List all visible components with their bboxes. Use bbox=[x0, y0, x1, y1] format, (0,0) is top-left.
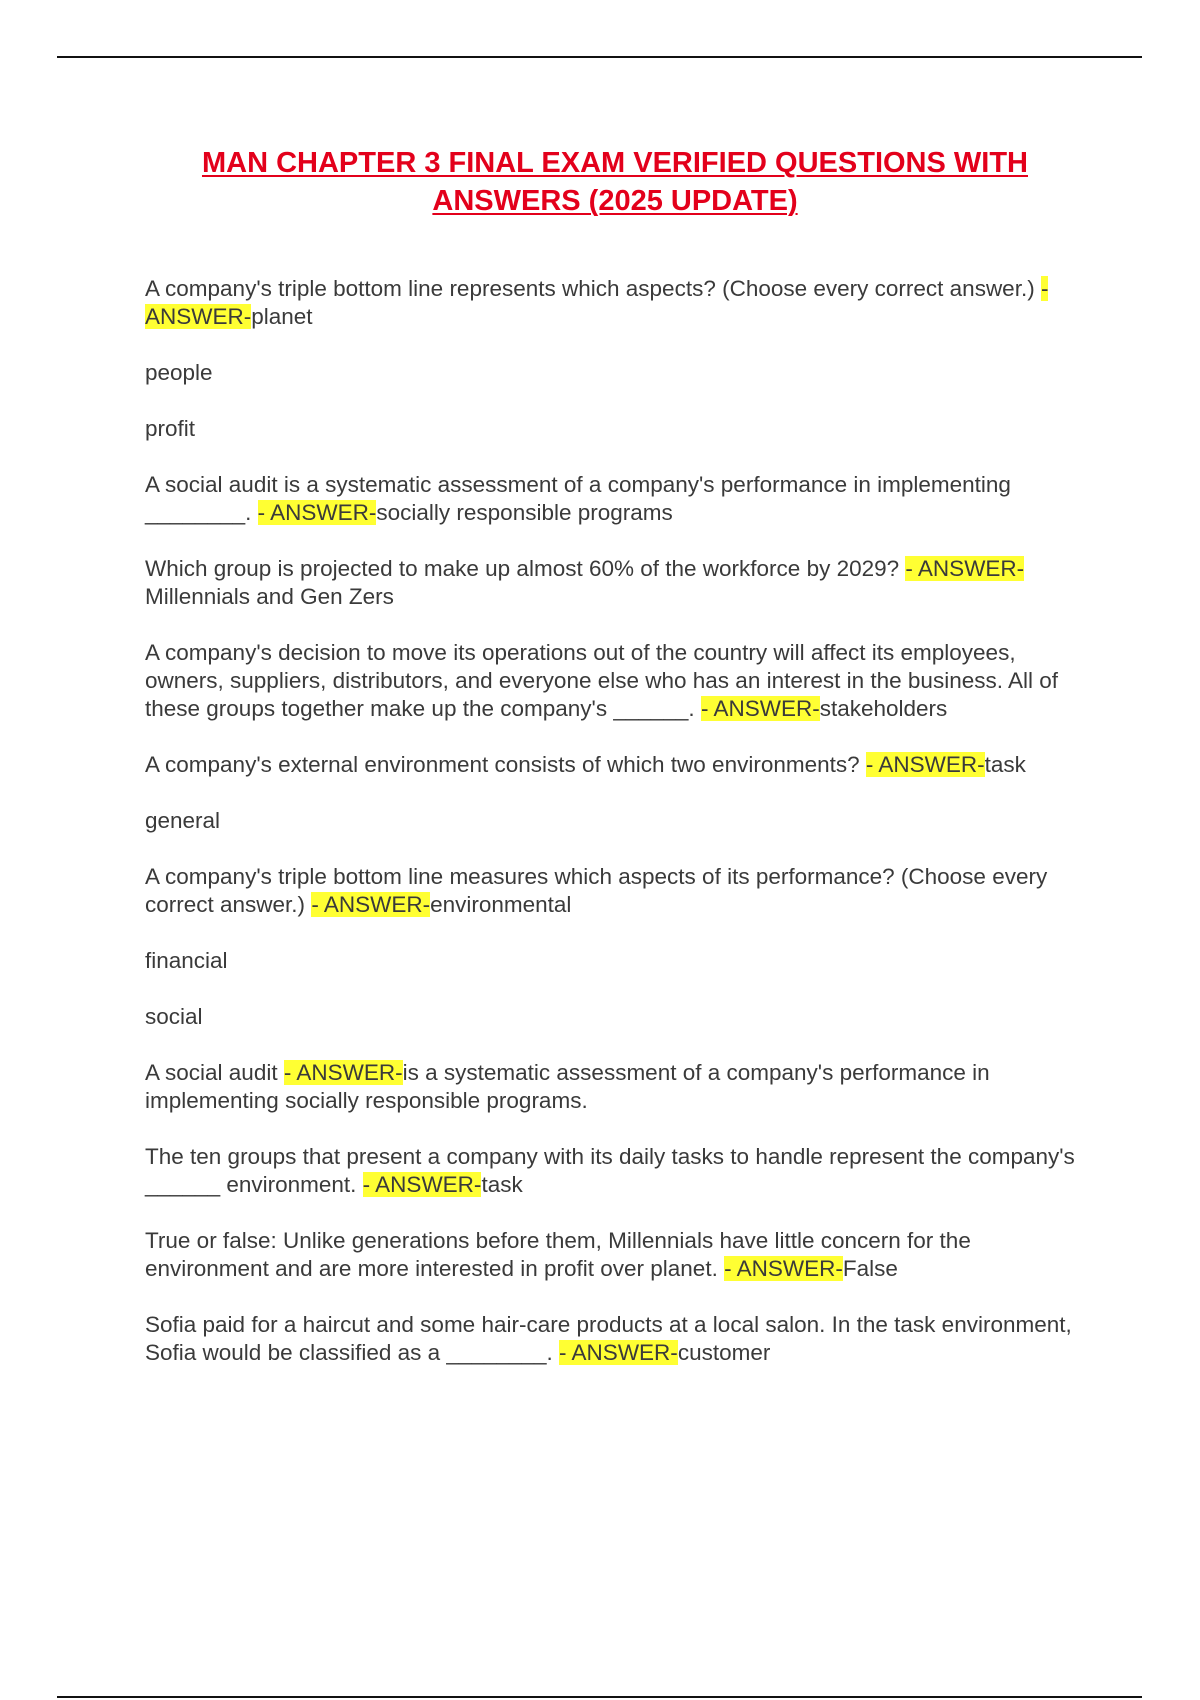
question-text: A company's external environment consists of which two environments? bbox=[145, 752, 860, 777]
qa-item bbox=[145, 1311, 1090, 1367]
question-text: Which group is projected to make up almost 60% of the workforce by 2029? bbox=[145, 556, 900, 581]
question-text: Sofia paid for a haircut and some hair-care products at a local salon. In the task environment, Sofia would be classified as a ________. bbox=[145, 1312, 1072, 1365]
answer-marker: - ANSWER- bbox=[257, 500, 377, 525]
answer-text: customer bbox=[677, 1340, 771, 1365]
answer-marker: - ANSWER- bbox=[283, 1060, 403, 1085]
answer-text: task bbox=[984, 752, 1026, 777]
answer-continuation: social bbox=[145, 1004, 203, 1029]
answer-marker: - ANSWER- bbox=[559, 1340, 678, 1365]
answer-text: socially responsible programs bbox=[376, 500, 673, 525]
title-line-1: MAN CHAPTER 3 FINAL EXAM VERIFIED QUESTIONS WITH bbox=[201, 147, 1028, 179]
qa-item bbox=[145, 863, 1090, 919]
answer-text: is a systematic assessment of a company's performance in implementing socially responsible programs. bbox=[145, 1060, 990, 1113]
answer-continuation: general bbox=[145, 808, 221, 833]
bottom-rule bbox=[57, 1696, 1142, 1698]
answer-marker: - ANSWER- bbox=[724, 1256, 843, 1281]
answer-text: environmental bbox=[430, 892, 572, 917]
qa-item bbox=[145, 639, 1090, 723]
answer-marker: - ANSWER- bbox=[362, 1172, 482, 1197]
question-text: A social audit is a systematic assessment of a company's performance in implementing ________. bbox=[145, 472, 1011, 525]
question-text: A company's triple bottom line represents which aspects? (Choose every correct answer.) bbox=[145, 276, 1035, 301]
question-text: A company's decision to move its operations out of the country will affect its employees, owners, suppliers, distributors, and everyone else who has an interest in the business. All of these groups together make up the company's ______. bbox=[145, 640, 1058, 721]
question-text: True or false: Unlike generations before them, Millennials have little concern for the environment and are more interested in profit over planet. bbox=[145, 1228, 971, 1281]
qa-item bbox=[145, 275, 1090, 331]
question-text: The ten groups that present a company with its daily tasks to handle represent the company's ______ environment. bbox=[145, 1144, 1075, 1197]
qa-item bbox=[145, 1059, 1090, 1115]
answer-marker: - ANSWER- bbox=[145, 276, 1049, 329]
title-line-2: ANSWERS (2025 UPDATE) bbox=[432, 185, 798, 217]
answer-marker: - ANSWER- bbox=[865, 752, 985, 777]
answer-text: task bbox=[481, 1172, 523, 1197]
qa-item bbox=[145, 471, 1090, 527]
question-text: A social audit bbox=[145, 1060, 278, 1085]
question-text: A company's triple bottom line measures which aspects of its performance? (Choose every correct answer.) bbox=[145, 864, 1048, 917]
answer-marker: - ANSWER- bbox=[311, 892, 431, 917]
answer-continuation: people bbox=[145, 360, 213, 385]
qa-item bbox=[145, 555, 1090, 611]
answer-continuation: profit bbox=[145, 416, 196, 441]
answer-text: planet bbox=[251, 304, 313, 329]
answer-text: stakeholders bbox=[819, 696, 948, 721]
answer-text: False bbox=[842, 1256, 898, 1281]
answer-continuation: financial bbox=[145, 948, 228, 973]
qa-item bbox=[145, 751, 1090, 779]
answer-marker: - ANSWER- bbox=[905, 556, 1025, 581]
answer-text: Millennials and Gen Zers bbox=[145, 584, 394, 609]
top-rule bbox=[57, 56, 1142, 58]
answer-marker: - ANSWER- bbox=[700, 696, 820, 721]
qa-list bbox=[145, 275, 1090, 1395]
qa-item bbox=[145, 1227, 1090, 1283]
qa-item bbox=[145, 1143, 1090, 1199]
document-title bbox=[140, 144, 1090, 220]
